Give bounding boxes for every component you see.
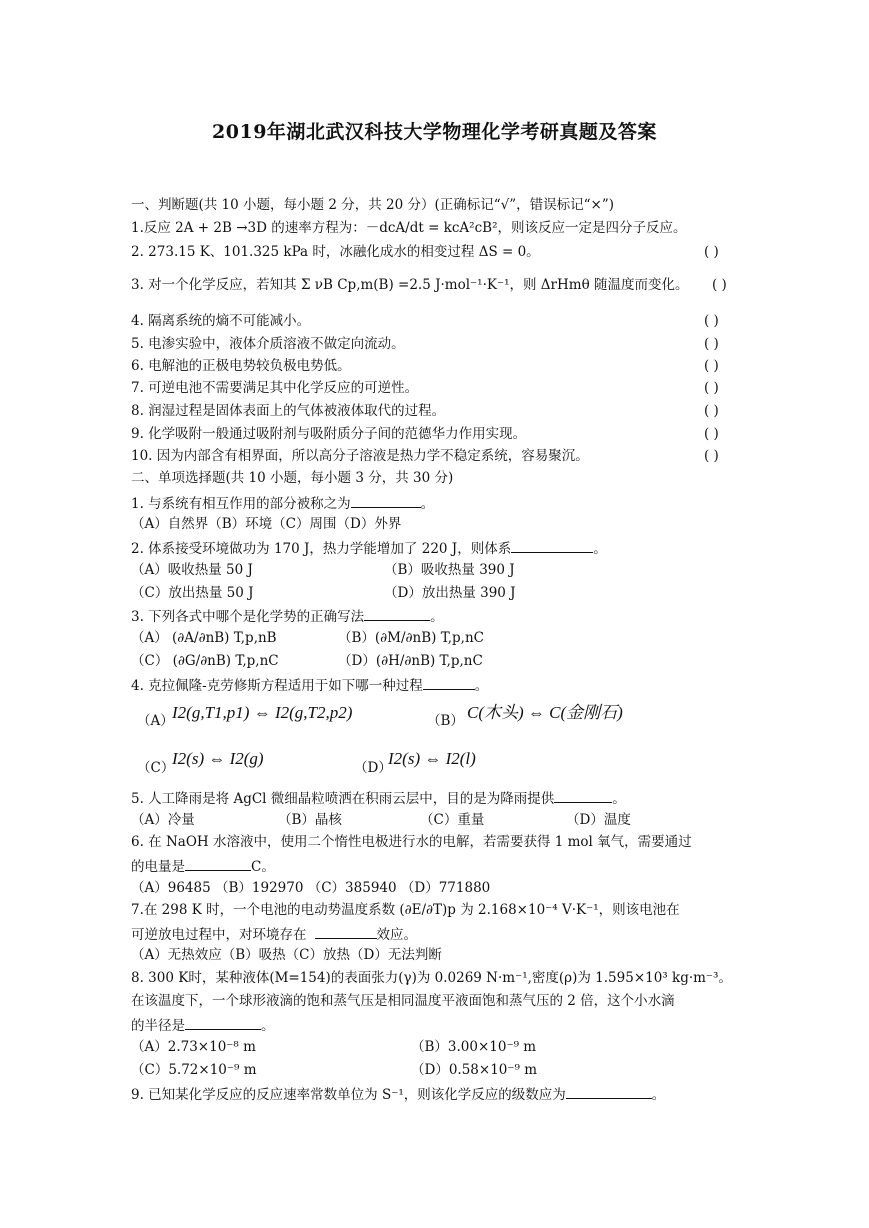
choice-q8-option-b: （B）3.00×10⁻⁹ m: [411, 1039, 537, 1055]
choice-q8-option-a: （A）2.73×10⁻⁸ m: [131, 1039, 256, 1055]
choice-q4-option-d: I2(s) ⇔ I2(l): [388, 749, 476, 768]
choice-q4-option-a: I2(g,T1,p1) ⇔ I2(g,T2,p2): [172, 703, 353, 722]
choice-q7-line2: 可逆放电过程中，对环境存在 效应。: [131, 924, 417, 944]
judge-q6: 6. 电解池的正极电势较负极电势低。: [131, 358, 351, 374]
answer-paren: ( ): [704, 244, 719, 260]
answer-paren: ( ): [712, 277, 727, 293]
section1-heading: 一、判断题(共 10 小题，每小题 2 分，共 20 分）(正确标记“√”，错误标记“×”): [131, 197, 615, 213]
choice-q5-option-c: （C）重量: [420, 812, 485, 828]
choice-q5-option-b: （B）晶核: [278, 812, 342, 828]
choice-q8-line2: 在该温度下，一个球形液滴的饱和蒸气压是相同温度平液面饱和蒸气压的 2 倍，这个小水滴: [131, 993, 675, 1009]
choice-q3: 3. 下列各式中哪个是化学势的正确写法 。: [131, 606, 444, 626]
answer-paren: ( ): [704, 380, 719, 396]
answer-paren: ( ): [704, 403, 719, 419]
judge-q8: 8. 润湿过程是固体表面上的气体被液体取代的过程。: [131, 403, 446, 419]
choice-q3-option-c: （C） (∂G/∂nB) T,p,nC: [131, 653, 279, 669]
choice-q9: 9. 已知某化学反应的反应速率常数单位为 S⁻¹，则该化学反应的级数应为 。: [131, 1084, 665, 1104]
choice-q7-options: （A）无热效应（B）吸热（C）放热（D）无法判断: [131, 947, 442, 963]
choice-q8-line3: 的半径是 。: [131, 1015, 275, 1035]
choice-q4-option-b-label: （B）: [427, 713, 464, 729]
choice-q2-option-c: （C）放出热量 50 J: [131, 585, 254, 601]
page-title: 2019年湖北武汉科技大学物理化学考研真题及答案: [212, 121, 657, 143]
choice-q4-option-a-label: （A）: [137, 713, 174, 729]
choice-q4-option-b: C(木头) ⇔ C(金刚石): [467, 703, 623, 722]
judge-q3: 3. 对一个化学反应，若知其 Σ νB Cp,m(B) =2.5 J·mol⁻¹·K⁻¹，则 ΔrHmθ 随温度而变化。: [131, 277, 689, 293]
choice-q6-line1: 6. 在 NaOH 水溶液中，使用二个惰性电极进行水的电解，若需要获得 1 mol 氧气，需要通过: [131, 834, 692, 850]
choice-q4-option-d-label: （D）: [354, 760, 392, 776]
answer-blank[interactable]: [511, 538, 593, 553]
choice-q3-option-a: （A） (∂A/∂nB) T,p,nB: [131, 630, 277, 646]
choice-q2: 2. 体系接受环境做功为 170 J，热力学能增加了 220 J，则体系 。: [131, 538, 607, 558]
answer-paren: ( ): [704, 358, 719, 374]
choice-q8-option-c: （C）5.72×10⁻⁹ m: [131, 1062, 257, 1078]
answer-blank[interactable]: [351, 493, 421, 508]
answer-blank[interactable]: [185, 1015, 261, 1030]
choice-q2-option-a: （A）吸收热量 50 J: [131, 562, 253, 578]
choice-q5: 5. 人工降雨是将 AgCl 微细晶粒喷洒在积雨云层中，目的是为降雨提供 。: [131, 788, 626, 808]
choice-q2-option-b: （B）吸收热量 390 J: [384, 562, 515, 578]
judge-q7: 7. 可逆电池不需要满足其中化学反应的可逆性。: [131, 380, 419, 396]
choice-q7-line1: 7.在 298 K 时，一个电池的电动势温度系数 (∂E/∂T)p 为 2.168×10⁻⁴ V·K⁻¹，则该电池在: [131, 902, 680, 918]
judge-q10: 10. 因为内部含有相界面，所以高分子溶液是热力学不稳定系统，容易聚沉。: [131, 448, 589, 464]
answer-blank[interactable]: [554, 788, 612, 803]
choice-q3-option-d: （D）(∂H/∂nB) T,p,nC: [338, 653, 483, 669]
choice-q8-line1: 8. 300 K时，某种液体(M=154)的表面张力(γ)为 0.0269 N·m⁻¹,密度(ρ)为 1.595×10³ kg·m⁻³。: [131, 970, 732, 986]
answer-blank[interactable]: [423, 675, 475, 690]
choice-q1: 1. 与系统有相互作用的部分被称之为 。: [131, 493, 434, 513]
choice-q2-option-d: （D）放出热量 390 J: [384, 585, 516, 601]
choice-q6-options: （A）96485 （B）192970 （C）385940 （D）771880: [131, 880, 491, 896]
choice-q1-options: （A）自然界（B）环境（C）周围（D）外界: [131, 516, 402, 532]
answer-paren: ( ): [704, 313, 719, 329]
answer-paren: ( ): [704, 336, 719, 352]
judge-q2: 2. 273.15 K、101.325 kPa 时，冰融化成水的相变过程 ΔS = 0。: [131, 244, 540, 260]
answer-blank[interactable]: [315, 924, 377, 939]
choice-q6-line2: 的电量是 C。: [131, 856, 275, 876]
judge-q9: 9. 化学吸附一般通过吸附剂与吸附质分子间的范德华力作用实现。: [131, 426, 527, 442]
answer-blank[interactable]: [364, 606, 430, 621]
answer-blank[interactable]: [566, 1084, 652, 1099]
choice-q4: 4. 克拉佩隆-克劳修斯方程适用于如下哪一种过程 。: [131, 675, 488, 695]
choice-q4-option-c-label: （C）: [137, 760, 175, 776]
answer-blank[interactable]: [185, 856, 251, 871]
judge-q5: 5. 电渗实验中，液体介质溶液不做定向流动。: [131, 336, 405, 352]
section2-heading: 二、单项选择题(共 10 小题，每小题 3 分，共 30 分): [131, 470, 454, 486]
choice-q3-option-b: （B）(∂M/∂nB) T,p,nC: [338, 630, 484, 646]
choice-q4-option-c: I2(s) ⇔ I2(g): [172, 749, 264, 768]
judge-q1: 1.反应 2A + 2B →3D 的速率方程为：－dcA/dt = kcA²cB²，则该反应一定是四分子反应。: [131, 220, 687, 236]
choice-q5-option-a: （A）冷量: [131, 812, 195, 828]
answer-paren: ( ): [704, 426, 719, 442]
judge-q4: 4. 隔离系统的熵不可能减小。: [131, 313, 311, 329]
choice-q8-option-d: （D）0.58×10⁻⁹ m: [411, 1062, 538, 1078]
answer-paren: ( ): [704, 448, 719, 464]
choice-q5-option-d: （D）温度: [566, 812, 631, 828]
